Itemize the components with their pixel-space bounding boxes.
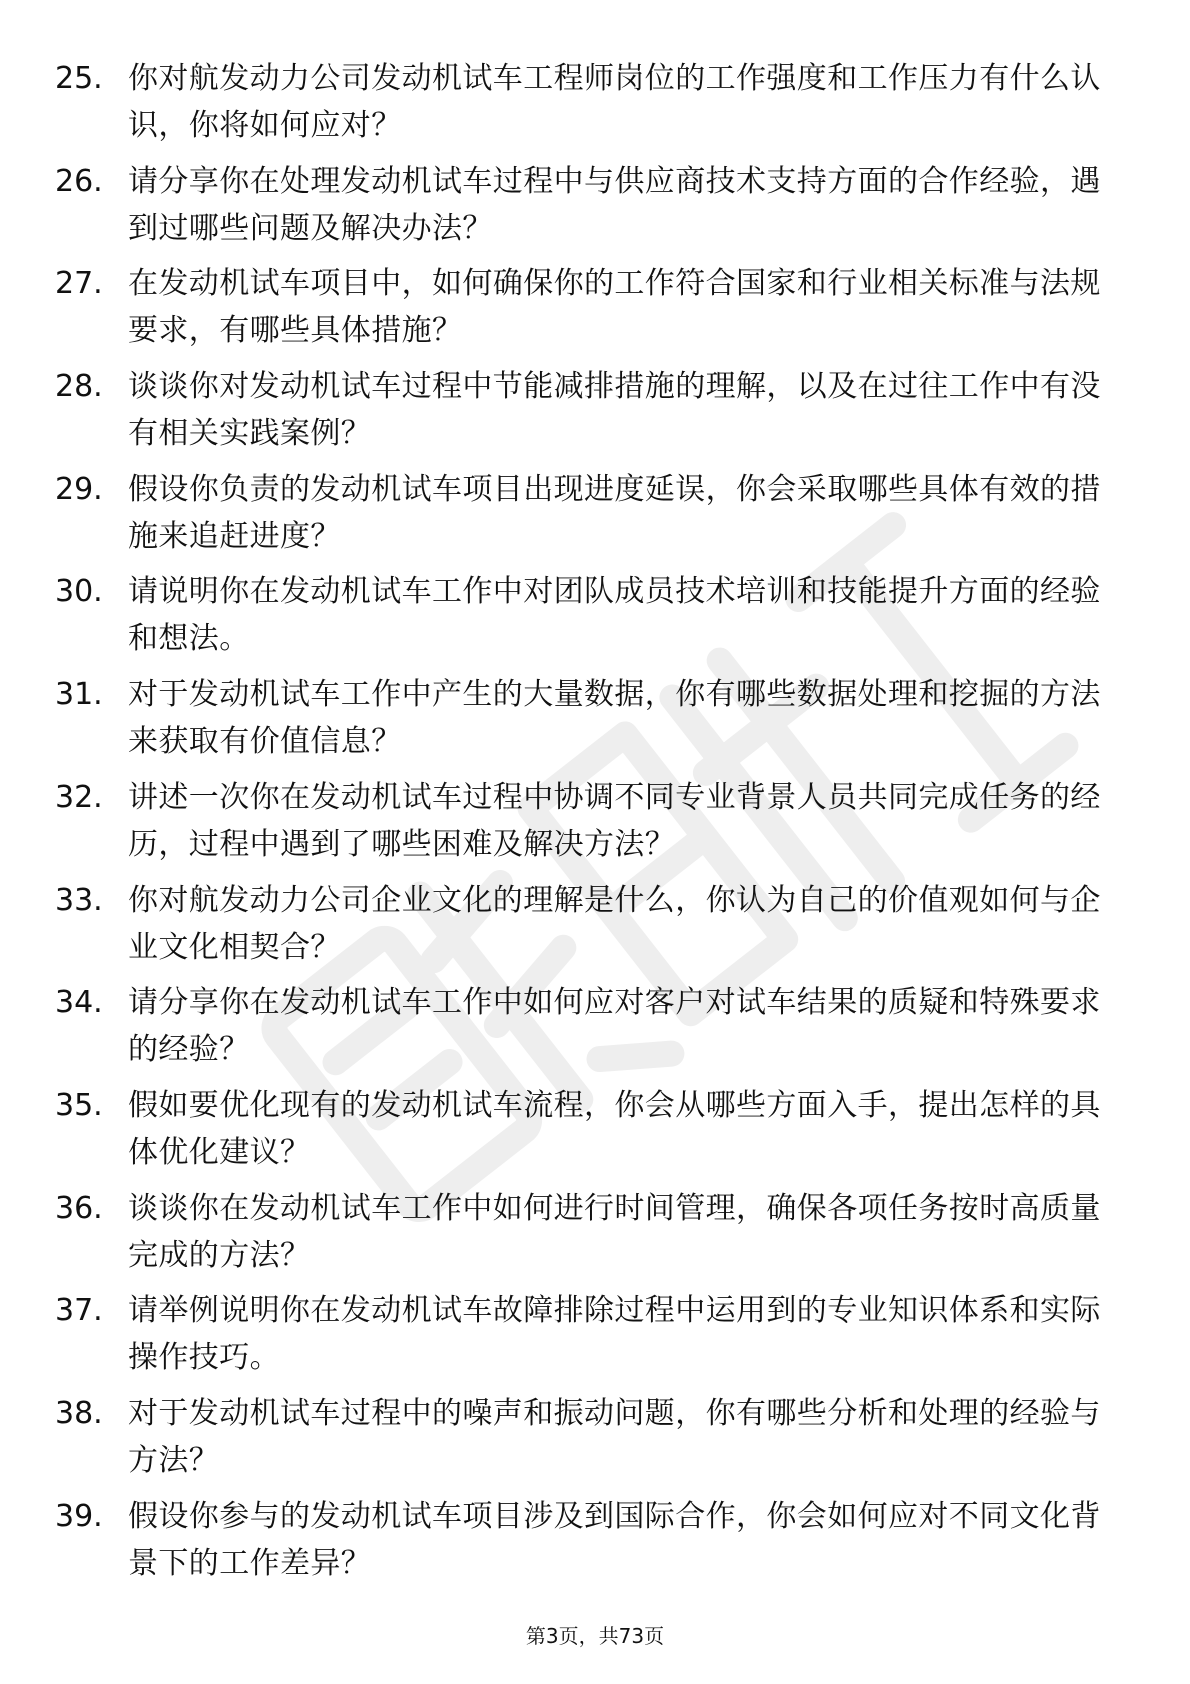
question-text: 假设你参与的发动机试车项目涉及到国际合作，你会如何应对不同文化背景下的工作差异？ bbox=[128, 1498, 1101, 1581]
list-item bbox=[55, 260, 1115, 354]
list-item bbox=[55, 979, 1115, 1073]
list-item bbox=[55, 568, 1115, 662]
question-list bbox=[55, 55, 1115, 1595]
list-item bbox=[55, 1082, 1115, 1176]
question-number: 35. bbox=[55, 1087, 103, 1123]
question-number: 27. bbox=[55, 266, 103, 302]
question-text: 请举例说明你在发动机试车故障排除过程中运用到的专业知识体系和实际操作技巧。 bbox=[128, 1293, 1101, 1376]
list-item bbox=[55, 466, 1115, 560]
question-number: 29. bbox=[55, 471, 103, 507]
question-text: 你对航发动力公司发动机试车工程师岗位的工作强度和工作压力有什么认识，你将如何应对？ bbox=[128, 61, 1101, 143]
question-number: 33. bbox=[55, 882, 103, 918]
list-item bbox=[55, 55, 1115, 149]
list-item bbox=[55, 1185, 1115, 1279]
question-text: 对于发动机试车工作中产生的大量数据，你有哪些数据处理和挖掘的方法来获取有价值信息？ bbox=[128, 677, 1101, 760]
question-number: 31. bbox=[55, 677, 103, 713]
question-number: 30. bbox=[55, 574, 103, 610]
list-item bbox=[55, 1390, 1115, 1484]
list-item bbox=[55, 671, 1115, 765]
question-text: 谈谈你对发动机试车过程中节能减排措施的理解，以及在过往工作中有没有相关实践案例？ bbox=[128, 369, 1101, 452]
question-text: 你对航发动力公司企业文化的理解是什么，你认为自己的价值观如何与企业文化相契合？ bbox=[128, 882, 1101, 965]
question-text: 假设你负责的发动机试车项目出现进度延误，你会采取哪些具体有效的措施来追赶进度？ bbox=[128, 471, 1101, 554]
question-number: 25. bbox=[55, 61, 103, 96]
question-number: 36. bbox=[55, 1190, 103, 1226]
question-text: 讲述一次你在发动机试车过程中协调不同专业背景人员共同完成任务的经历，过程中遇到了哪些困难及解决方法？ bbox=[128, 779, 1101, 862]
question-text: 对于发动机试车过程中的噪声和振动问题，你有哪些分析和处理的经验与方法？ bbox=[128, 1395, 1101, 1478]
question-number: 32. bbox=[55, 779, 103, 815]
list-item bbox=[55, 1493, 1115, 1587]
question-text: 请说明你在发动机试车工作中对团队成员技术培训和技能提升方面的经验和想法。 bbox=[128, 574, 1101, 657]
question-number: 38. bbox=[55, 1395, 103, 1431]
question-number: 28. bbox=[55, 369, 103, 405]
question-text: 请分享你在发动机试车工作中如何应对客户对试车结果的质疑和特殊要求的经验？ bbox=[128, 985, 1101, 1068]
list-item bbox=[55, 158, 1115, 252]
question-number: 34. bbox=[55, 985, 103, 1021]
list-item bbox=[55, 774, 1115, 868]
question-text: 在发动机试车项目中，如何确保你的工作符合国家和行业相关标准与法规要求，有哪些具体措施？ bbox=[128, 266, 1101, 349]
question-text: 假如要优化现有的发动机试车流程，你会从哪些方面入手，提出怎样的具体优化建议？ bbox=[128, 1087, 1101, 1170]
question-number: 39. bbox=[55, 1498, 103, 1534]
list-item bbox=[55, 363, 1115, 457]
question-text: 请分享你在处理发动机试车过程中与供应商技术支持方面的合作经验，遇到过哪些问题及解决办法？ bbox=[128, 163, 1101, 246]
question-number: 37. bbox=[55, 1293, 103, 1329]
list-item bbox=[55, 877, 1115, 971]
question-number: 26. bbox=[55, 163, 103, 199]
question-text: 谈谈你在发动机试车工作中如何进行时间管理，确保各项任务按时高质量完成的方法？ bbox=[128, 1190, 1101, 1273]
page-footer: 第3页，共73页 bbox=[525, 1624, 665, 1648]
list-item bbox=[55, 1287, 1115, 1381]
